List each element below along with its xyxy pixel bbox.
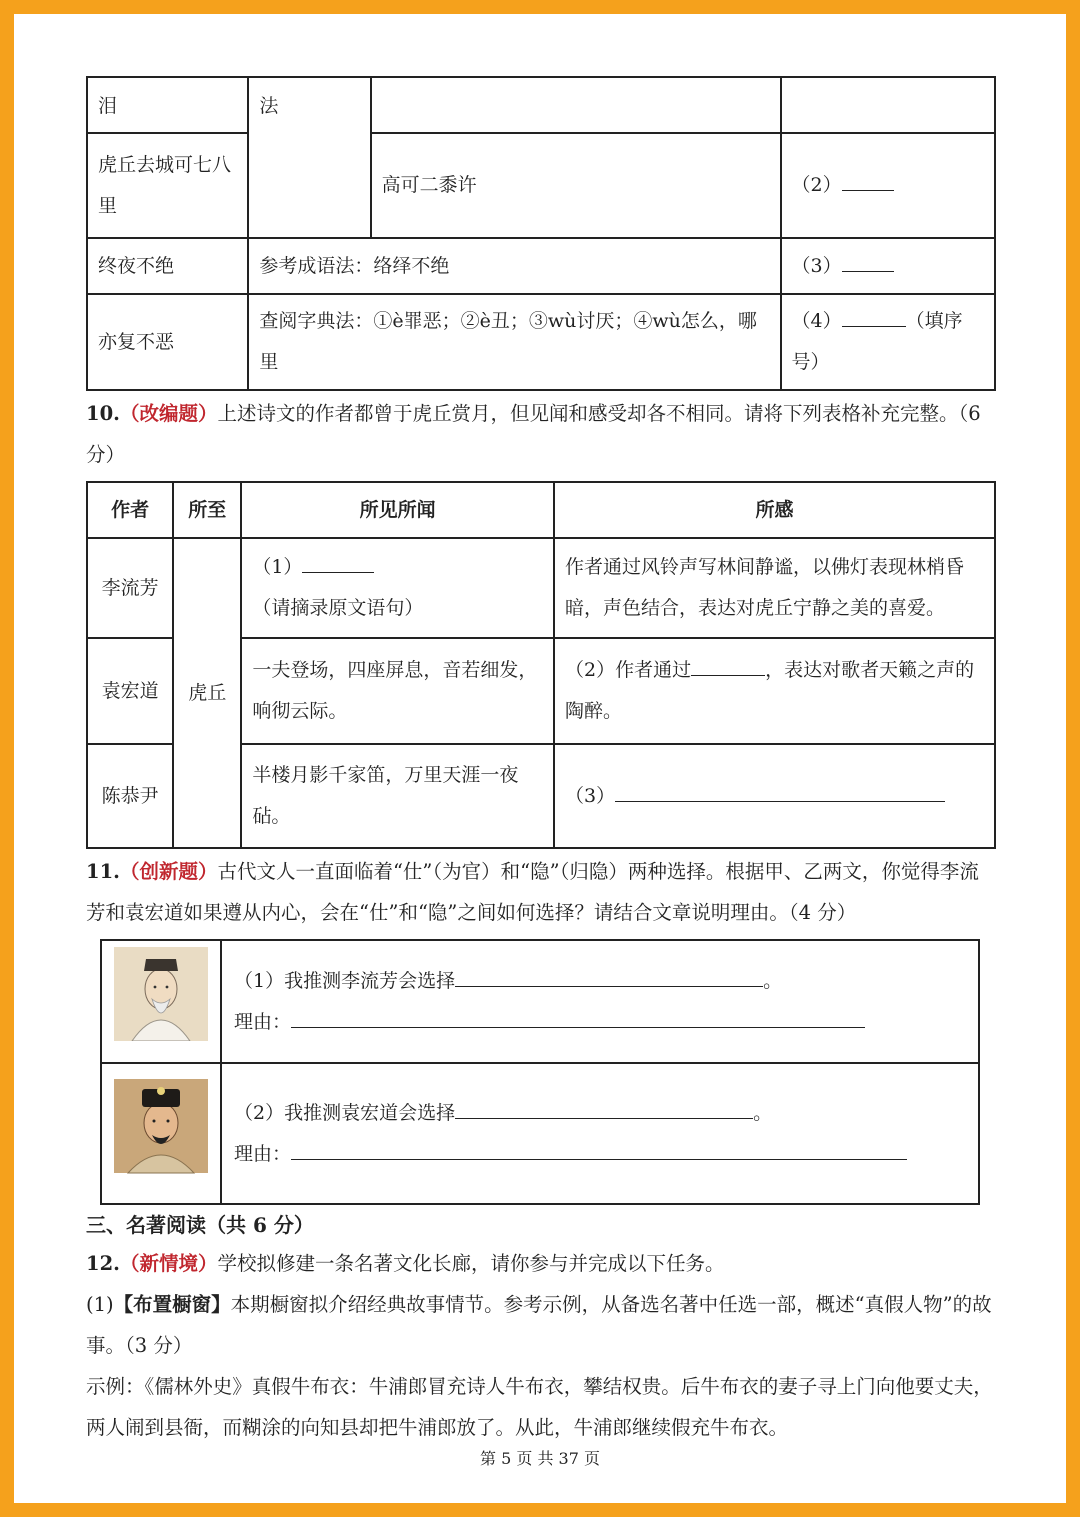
choice-table <box>100 939 980 1205</box>
answer-blank[interactable] <box>842 304 906 327</box>
page-footer: 第 5 页 共 37 页 <box>480 1449 600 1468</box>
author-table <box>86 481 996 849</box>
question-11 <box>86 851 996 933</box>
content <box>86 76 996 1448</box>
section-heading: 三、名著阅读（共 6 分） <box>86 1213 314 1237</box>
place-cell: 虎丘 <box>173 538 241 848</box>
answer-label: （2） <box>791 174 842 196</box>
felt-cell: 作者通过风铃声写林间静谧，以佛灯表现林梢昏暗，声色结合，表达对虎丘宁静之美的喜爱。 <box>554 538 995 638</box>
table-row <box>87 77 995 133</box>
answer-cell <box>221 1063 979 1204</box>
yuan-hongdao-portrait <box>114 1070 208 1182</box>
portrait-cell <box>101 1063 221 1204</box>
question-text: 上述诗文的作者都曾于虎丘赏月，但见闻和感受却各不相同。请将下列表格补充完整。（6 分） <box>86 402 981 466</box>
table-row <box>87 538 995 638</box>
reason-line <box>234 1134 966 1175</box>
question-12 <box>86 1243 996 1284</box>
reason-label: 理由： <box>234 1142 292 1165</box>
answer-cell <box>781 133 996 238</box>
table-row <box>87 294 995 390</box>
answer-cell <box>781 294 996 390</box>
sub-text: 本期橱窗拟介绍经典故事情节。参考示例，从备选名著中任选一部，概述“真假人物”的故事。（3 分） <box>86 1293 992 1357</box>
question-10 <box>86 393 996 475</box>
table-row <box>87 133 995 238</box>
table-row <box>101 940 979 1063</box>
li-liufang-portrait <box>114 947 208 1041</box>
answer-blank[interactable] <box>302 550 374 573</box>
answer-prompt: （2）我推测袁宏道会选择 <box>234 1101 456 1124</box>
sub-bracket: 【布置橱窗】 <box>113 1293 231 1316</box>
question-number: 12. <box>86 1252 120 1275</box>
seen-cell <box>241 538 554 638</box>
reason-line <box>234 1002 966 1043</box>
answer-blank[interactable] <box>455 964 763 987</box>
question-text: 学校拟修建一条名著文化长廊，请你参与并完成以下任务。 <box>217 1252 725 1275</box>
answer-label: （3） <box>791 254 842 277</box>
table-cell: 终夜不绝 <box>87 238 248 294</box>
answer-note: （请摘录原文语句） <box>252 597 424 619</box>
question-number: 10. <box>86 402 120 425</box>
question-text: 古代文人一直面临着“仕”（为官）和“隐”（归隐）两种选择。根据甲、乙两文，你觉得李流芳和袁宏道如果遵从内心，会在“仕”和“隐”之间如何选择？请结合文章说明理由。（4 分） <box>86 860 979 924</box>
answer-label: （2）作者通过 <box>565 659 692 681</box>
header-author: 作者 <box>87 482 173 538</box>
answer-label: （3） <box>565 784 616 807</box>
felt-cell <box>554 744 995 848</box>
table-header-row <box>87 482 995 538</box>
table-row <box>101 1063 979 1204</box>
author-cell: 袁宏道 <box>87 638 173 744</box>
header-seen: 所见所闻 <box>241 482 554 538</box>
answer-blank[interactable] <box>615 779 945 802</box>
reason-label: 理由： <box>234 1010 292 1033</box>
answer-line <box>234 961 966 1002</box>
seen-cell: 一夫登场，四座屏息，音若细发，响彻云际。 <box>241 638 554 744</box>
answer-line <box>234 1093 966 1134</box>
table-cell: 法 <box>248 77 370 238</box>
punct: 。 <box>753 1101 773 1124</box>
answer-blank[interactable] <box>691 653 765 676</box>
header-felt: 所感 <box>554 482 995 538</box>
seen-cell: 半楼月影千家笛，万里天涯一夜砧。 <box>241 744 554 848</box>
table-row <box>87 238 995 294</box>
author-cell: 李流芳 <box>87 538 173 638</box>
answer-blank[interactable] <box>455 1096 753 1119</box>
question-tag: （创新题） <box>119 860 218 883</box>
table-cell: 参考成语法：络绎不绝 <box>248 238 780 294</box>
answer-cell <box>781 238 996 294</box>
question-number: 11. <box>86 860 120 883</box>
answer-prompt: （1）我推测李流芳会选择 <box>234 969 456 992</box>
reason-blank[interactable] <box>291 1005 865 1028</box>
table-cell: 查阅字典法：①è罪恶；②è丑；③wù讨厌；④wù怎么，哪里 <box>248 294 780 390</box>
example-text: 示例：《儒林外史》真假牛布衣：牛浦郎冒充诗人牛布衣，攀结权贵。后牛布衣的妻子寻上门向他要丈夫，两人闹到县衙，而糊涂的向知县却把牛浦郎放了。从此，牛浦郎继续假充牛布衣。 <box>86 1375 993 1439</box>
sub-label: (1) <box>86 1293 114 1316</box>
answer-label: （4） <box>791 310 842 332</box>
felt-cell <box>554 638 995 744</box>
question-tag: （改编题） <box>119 402 218 425</box>
subquestion-1 <box>86 1284 996 1366</box>
page <box>14 14 1066 1503</box>
answer-cell <box>221 940 979 1063</box>
table-cell: 亦复不恶 <box>87 294 248 390</box>
table-cell: 高可二黍许 <box>371 133 781 238</box>
answer-blank[interactable] <box>842 168 894 191</box>
question-tag: （新情境） <box>119 1252 218 1275</box>
word-method-table <box>86 76 996 391</box>
author-cell: 陈恭尹 <box>87 744 173 848</box>
table-cell: 虎丘去城可七八里 <box>87 133 248 238</box>
punct: 。 <box>763 969 783 992</box>
reason-blank[interactable] <box>291 1137 907 1160</box>
table-cell <box>781 77 996 133</box>
answer-note: ，表达对歌者天籁之声的陶醉。 <box>565 659 975 722</box>
portrait-cell <box>101 940 221 1063</box>
header-place: 所至 <box>173 482 241 538</box>
answer-note: （填序号） <box>791 310 963 373</box>
table-cell <box>371 77 781 133</box>
answer-blank[interactable] <box>842 249 894 272</box>
table-cell: 泪 <box>87 77 248 133</box>
answer-label: （1） <box>252 556 303 578</box>
